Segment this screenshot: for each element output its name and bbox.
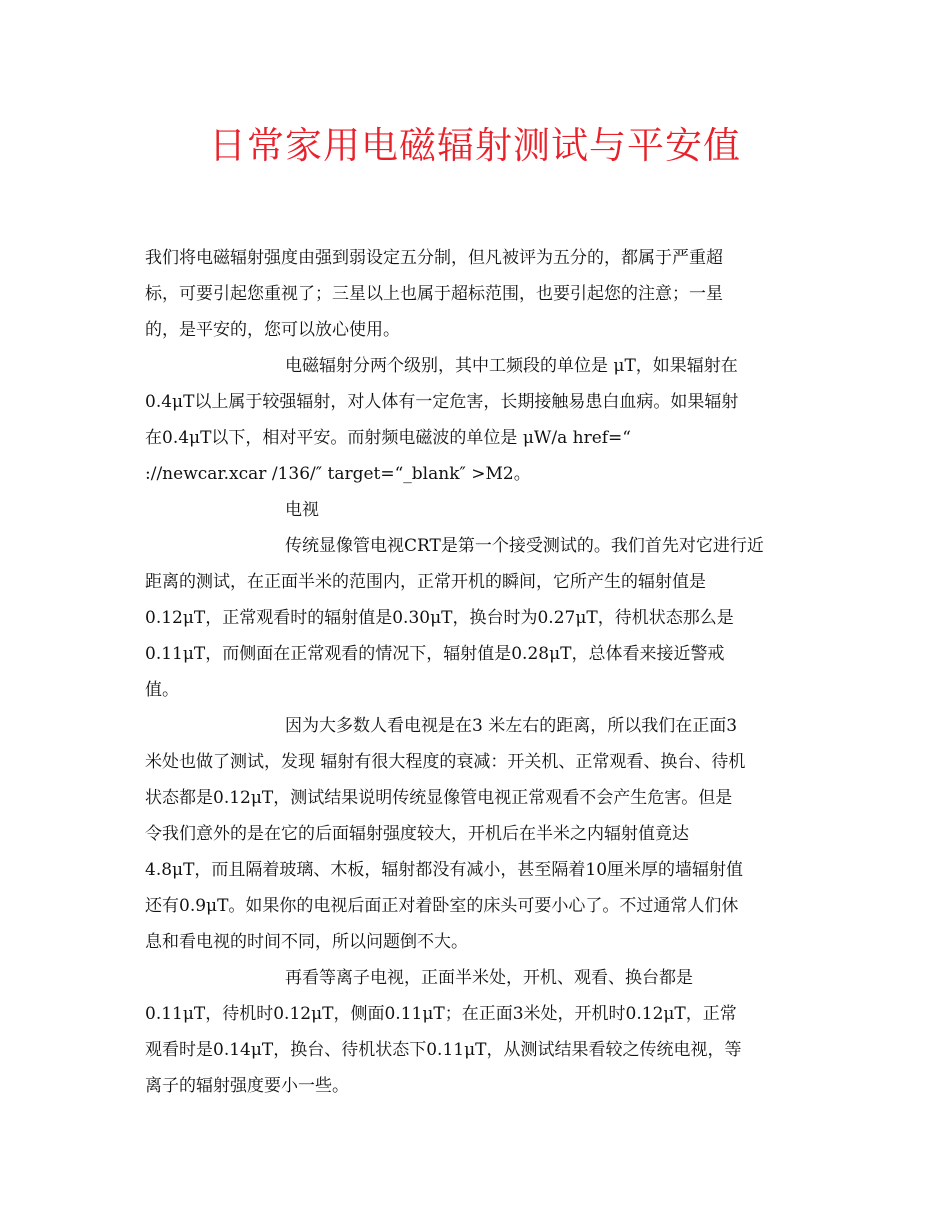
body-line: 传统显像管电视CRT是第一个接受测试的。我们首先对它进行近 xyxy=(285,536,764,556)
body-line: 离子的辐射强度要小一些。 xyxy=(145,1076,349,1096)
body-line: 在0.4μT以下，相对平安。而射频电磁波的单位是 μW/a href=“ xyxy=(145,428,631,448)
body-line: 电磁辐射分两个级别，其中工频段的单位是 μT，如果辐射在 xyxy=(285,356,738,376)
document-body xyxy=(145,240,810,1104)
body-line: 令我们意外的是在它的后面辐射强度较大，开机后在半米之内辐射值竟达 xyxy=(145,824,689,844)
body-line: 4.8μT，而且隔着玻璃、木板，辐射都没有减小，甚至隔着10厘米厚的墙辐射值 xyxy=(145,860,744,880)
body-line: 还有0.9μT。如果你的电视后面正对着卧室的床头可要小心了。不过通常人们休 xyxy=(145,896,739,916)
body-line: 0.11μT，待机时0.12μT，侧面0.11μT；在正面3米处，开机时0.12μT，正常 xyxy=(145,1004,737,1024)
body-line: 0.11μT，而侧面在正常观看的情况下，辐射值是0.28μT，总体看来接近警戒 xyxy=(145,644,725,664)
body-line: 息和看电视的时间不同，所以问题倒不大。 xyxy=(145,932,468,952)
body-line: 米处也做了测试，发现 辐射有很大程度的衰减：开关机、正常观看、换台、待机 xyxy=(145,752,746,772)
body-line: 因为大多数人看电视是在3 米左右的距离，所以我们在正面3 xyxy=(285,716,738,736)
section-heading-tv: 电视 xyxy=(285,500,319,520)
body-line: 再看等离子电视，正面半米处，开机、观看、换台都是 xyxy=(285,968,693,988)
body-line: 值。 xyxy=(145,680,179,700)
body-line: 标，可要引起您重视了；三星以上也属于超标范围，也要引起您的注意；一星 xyxy=(145,284,723,304)
body-line: 状态都是0.12μT，测试结果说明传统显像管电视正常观看不会产生危害。但是 xyxy=(145,788,733,808)
body-line: 的，是平安的，您可以放心使用。 xyxy=(145,320,400,340)
body-line: 距离的测试，在正面半米的范围内，正常开机的瞬间，它所产生的辐射值是 xyxy=(145,572,706,592)
body-line: 我们将电磁辐射强度由强到弱设定五分制，但凡被评为五分的，都属于严重超 xyxy=(145,248,723,268)
document-title: 日常家用电磁辐射测试与平安值 xyxy=(209,124,741,167)
body-line: 观看时是0.14μT，换台、待机状态下0.11μT，从测试结果看较之传统电视，等 xyxy=(145,1040,742,1060)
body-line: 0.12μT，正常观看时的辐射值是0.30μT，换台时为0.27μT，待机状态那么是 xyxy=(145,608,734,628)
body-line: ://newcar.xcar /136/″ target=“_blank″ >M2。 xyxy=(145,464,531,484)
body-line: 0.4μT以上属于较强辐射，对人体有一定危害，长期接触易患白血病。如果辐射 xyxy=(145,392,739,412)
